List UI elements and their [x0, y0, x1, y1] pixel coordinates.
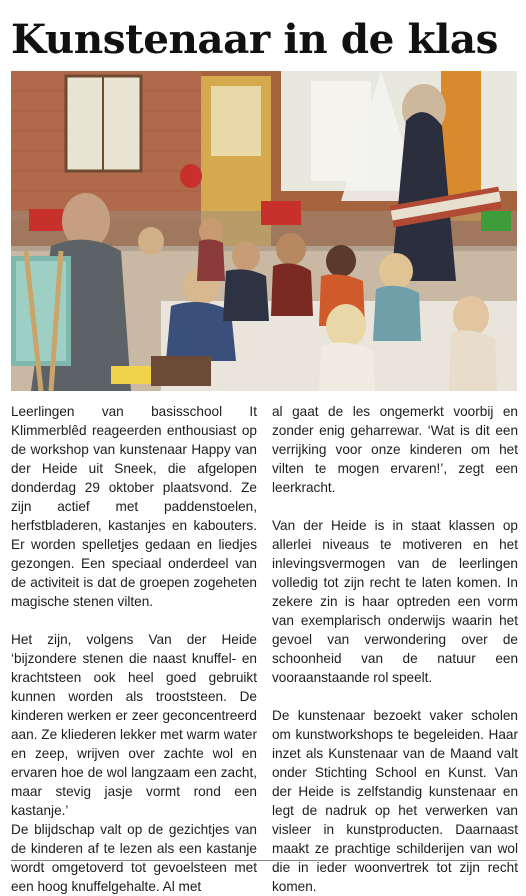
article-left-column [11, 402, 257, 896]
paragraph: Leerlingen van basisschool It Klimmerblêd reageerden enthousiast op de workshop van kunstenaar Happy van der Heide uit Sneek, die afgelopen donderdag 29 oktober plaatsvond. Ze zijn actief met paddenstoelen, herfstbladeren, kastanjes en kabouters. Er worden spelletjes gedaan en liedjes gezongen. Een speciaal onderdeel van de activiteit is dat de groepen zogeheten magische stenen vilten. [11, 404, 257, 609]
paragraph: De kunstenaar bezoekt vaker scholen om kunstworkshops te begeleiden. Haar inzet als Kunstenaar van de Maand valt onder Stichting School en Kunst. Van der Heide is zelfstandig kunstenaar en legt de nadruk op het verwerken van visleer in kunstproducten. Daarnaast maakt ze prachtige schilderijen van wol die in ieder woonvertrek tot zijn recht komen. [272, 708, 518, 894]
classroom-photo [11, 71, 517, 391]
article-right-column [272, 402, 518, 896]
paragraph: De blijdschap valt op de gezichtjes van de kinderen af te lezen als een kastanje wordt omgetoverd tot gevoelsteen met een hoog knuffelgehalte. Al met [11, 822, 257, 894]
bottom-rule [11, 860, 517, 861]
paragraph: Het zijn, volgens Van der Heide ‘bijzondere stenen die naast knuffel- en krachtsteen ook heel goed gebruikt kunnen worden als trooststeen. De kinderen werken er zeer geconcentreerd aan. Ze kliederen lekker met warm water en zeep, wrijven over zachte wol en ervaren hoe de wol langzaam een zacht, maar stevig jasje vormt rond een kastanje.’ [11, 632, 257, 818]
article-headline: Kunstenaar in de klas [11, 15, 498, 63]
paragraph: Van der Heide is in staat klassen op allerlei niveaus te motiveren en het inlevingsvermogen van de leerlingen volledig tot zijn recht te laten komen. In zekere zin is haar optreden een vorm van exemplarisch onderwijs waarin het gevoel van verwondering over de schoonheid van de natuur een vooraanstaande rol speelt. [272, 518, 518, 685]
paragraph: al gaat de les ongemerkt voorbij en zonder enig geharrewar. ‘Wat is dit een verrijking voor onze kinderen om het vilten te mogen ervaren!’, zegt een leerkracht. [272, 404, 518, 495]
